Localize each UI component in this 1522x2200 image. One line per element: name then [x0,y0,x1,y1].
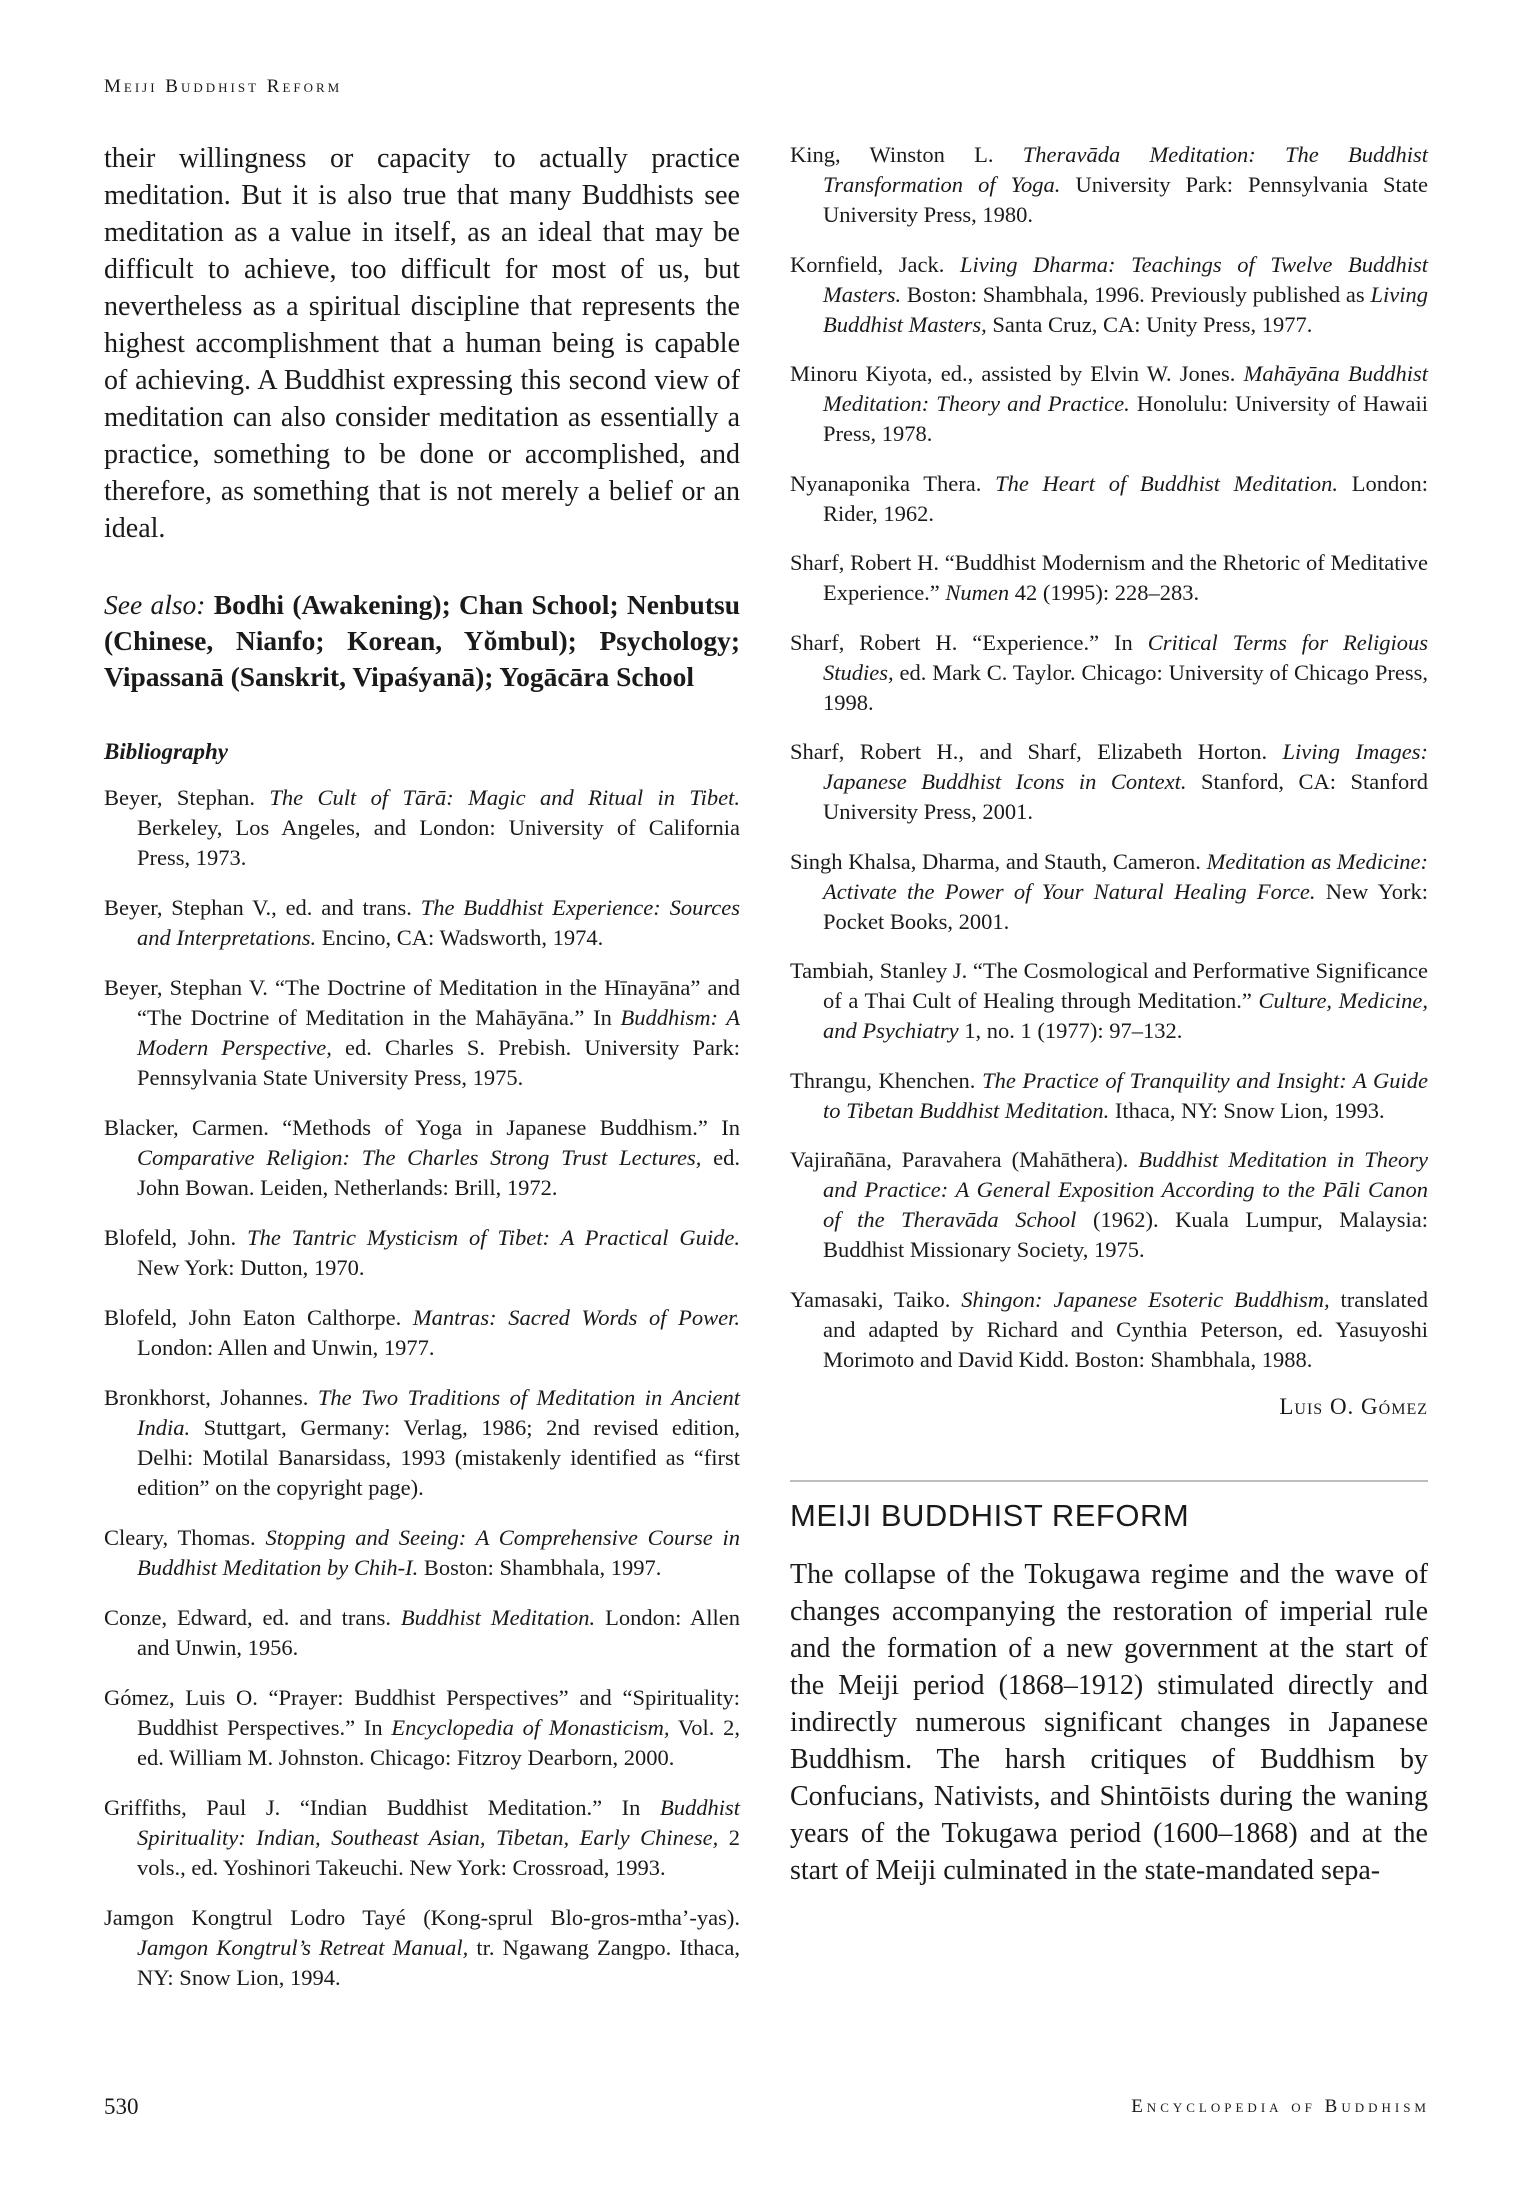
bibliography-entry: Sharf, Robert H. “Buddhist Modernism and the Rhetoric of Meditative Experience.” Numen 42 (1995): 228–283. [790,550,1428,605]
bibliography-left [104,783,740,1993]
bibliography-entry: Nyanaponika Thera. The Heart of Buddhist Meditation. London: Rider, 1962. [790,470,1429,526]
bibliography-right [790,140,1428,1375]
see-also [104,587,740,695]
bibliography-entry: Jamgon Kongtrul Lodro Tayé (Kong-sprul Blo-gros-mtha’-yas). Jamgon Kongtrul’s Retreat Manual, tr. Ngawang Zangpo. Ithaca, NY: Snow Lion, 1994. [104,1905,740,1990]
see-also-label: See also: [104,589,206,620]
bibliography-entry: Bronkhorst, Johannes. The Two Traditions of Meditation in Ancient India. Stuttgart, Germany: Verlag, 1986; 2nd revised edition, Delhi: Motilal Banarsidass, 1993 (mistakenly identified as “first edition” on the copyright page). [104,1385,740,1500]
bibliography-entry: Beyer, Stephan V. “The Doctrine of Meditation in the Hīnayāna” and “The Doctrine of Meditation in the Mahāyāna.” In Buddhism: A Modern Perspective, ed. Charles S. Prebish. University Park: Pennsylvania State University Press, 1975. [104,975,740,1090]
running-foot: Encyclopedia of Buddhism [1131,2096,1430,2117]
bibliography-entry: Blofeld, John. The Tantric Mysticism of Tibet: A Practical Guide. New York: Dutton, 1970. [104,1225,740,1280]
bibliography-entry: King, Winston L. Theravāda Meditation: The Buddhist Transformation of Yoga. University Park: Pennsylvania State University Press, 1980. [790,142,1429,227]
author-signature: Luis O. Gómez [1279,1394,1428,1419]
section-divider [790,1480,1428,1482]
bibliography-heading: Bibliography [104,739,228,764]
bibliography-entry: Thrangu, Khenchen. The Practice of Tranquility and Insight: A Guide to Tibetan Buddhist Meditation. Ithaca, NY: Snow Lion, 1993. [790,1067,1428,1123]
bibliography-entry: Sharf, Robert H., and Sharf, Elizabeth Horton. Living Images: Japanese Buddhist Icons in Context. Stanford, CA: Stanford University Press, 2001. [790,739,1428,824]
bibliography-entry: Yamasaki, Taiko. Shingon: Japanese Esoteric Buddhism, translated and adapted by Richard and Cynthia Peterson, ed. Yasuyoshi Morimoto and David Kidd. Boston: Shambhala, 1988. [790,1286,1428,1372]
bibliography-entry: Blacker, Carmen. “Methods of Yoga in Japanese Buddhism.” In Comparative Religion: The Charles Strong Trust Lectures, ed. John Bowan. Leiden, Netherlands: Brill, 1972. [104,1115,740,1200]
page-number: 530 [104,2094,139,2119]
bibliography-entry: Gómez, Luis O. “Prayer: Buddhist Perspectives” and “Spirituality: Buddhist Perspectives.” In Encyclopedia of Monasticism, Vol. 2, ed. William M. Johnston. Chicago: Fitzroy Dearborn, 2000. [104,1685,740,1770]
bibliography-entry: Singh Khalsa, Dharma, and Stauth, Cameron. Meditation as Medicine: Activate the Power of Your Natural Healing Force. New York: Pocket Books, 2001. [790,848,1428,934]
bibliography-entry: Cleary, Thomas. Stopping and Seeing: A Comprehensive Course in Buddhist Meditation by Chih-I. Boston: Shambhala, 1997. [104,1525,740,1580]
bibliography-entry: Beyer, Stephan. The Cult of Tārā: Magic and Ritual in Tibet. Berkeley, Los Angeles, and London: University of California Press, 1973. [104,785,741,870]
article-title: MEIJI BUDDHIST REFORM [790,1498,1190,1533]
right-column [790,140,1428,1889]
bibliography-entry: Vajirañāna, Paravahera (Mahāthera). Buddhist Meditation in Theory and Practice: A General Exposition According to the Pāli Canon of the Theravāda School (1962). Kuala Lumpur, Malaysia: Buddhist Missionary Society, 1975. [790,1147,1429,1262]
left-column [104,140,740,2013]
bibliography-entry: Sharf, Robert H. “Experience.” In Critical Terms for Religious Studies, ed. Mark C. Taylor. Chicago: University of Chicago Press, 1998. [790,629,1428,715]
bibliography-entry: Tambiah, Stanley J. “The Cosmological and Performative Significance of a Thai Cult of Healing through Meditation.” Culture, Medicine, and Psychiatry 1, no. 1 (1977): 97–132. [790,958,1428,1043]
bibliography-entry: Beyer, Stephan V., ed. and trans. The Buddhist Experience: Sources and Interpretations. Encino, CA: Wadsworth, 1974. [104,895,740,950]
bibliography-entry: Minoru Kiyota, ed., assisted by Elvin W. Jones. Mahāyāna Buddhist Meditation: Theory and Practice. Honolulu: University of Hawaii Press, 1978. [790,361,1428,446]
running-head: Meiji Buddhist Reform [104,76,343,97]
article-paragraph: The collapse of the Tokugawa regime and the wave of changes accompanying the restoration of imperial rule and the formation of a new government at the start of the Meiji period (1868–1912) stimulated directly and indirectly numerous significant changes in Japanese Buddhism. The harsh critiques of Buddhism by Confucians, Nativists, and Shintōists during the waning years of the Tokugawa period (1600–1868) and at the start of Meiji culminated in the state-mandated sepa- [790,1559,1428,1886]
see-also-refs: Bodhi (Awakening); Chan School; Nenbutsu (Chinese, Nianfo; Korean, Yŏmbul); Psychology; Vipassanā (Sanskrit, Vipaśyanā); Yogācāra School [104,589,740,692]
bibliography-entry: Conze, Edward, ed. and trans. Buddhist Meditation. London: Allen and Unwin, 1956. [104,1605,740,1660]
bibliography-entry: Griffiths, Paul J. “Indian Buddhist Meditation.” In Buddhist Spirituality: Indian, Southeast Asian, Tibetan, Early Chinese, 2 vols., ed. Yoshinori Takeuchi. New York: Crossroad, 1993. [104,1795,740,1880]
bibliography-entry: Blofeld, John Eaton Calthorpe. Mantras: Sacred Words of Power. London: Allen and Unwin, 1977. [104,1305,741,1360]
intro-paragraph: their willingness or capacity to actually practice meditation. But it is also true that many Buddhists see meditation as a value in itself, as an ideal that may be difficult to achieve, too difficult for most of us, but nevertheless as a spiritual discipline that represents the highest accomplishment that a human being is capable of achieving. A Buddhist expressing this second view of meditation can also consider meditation as essentially a practice, something to be done or accomplished, and therefore, as something that is not merely a belief or an ideal. [104,143,740,544]
bibliography-entry: Kornfield, Jack. Living Dharma: Teachings of Twelve Buddhist Masters. Boston: Shambhala, 1996. Previously published as Living Buddhist Masters, Santa Cruz, CA: Unity Press, 1977. [790,251,1428,337]
